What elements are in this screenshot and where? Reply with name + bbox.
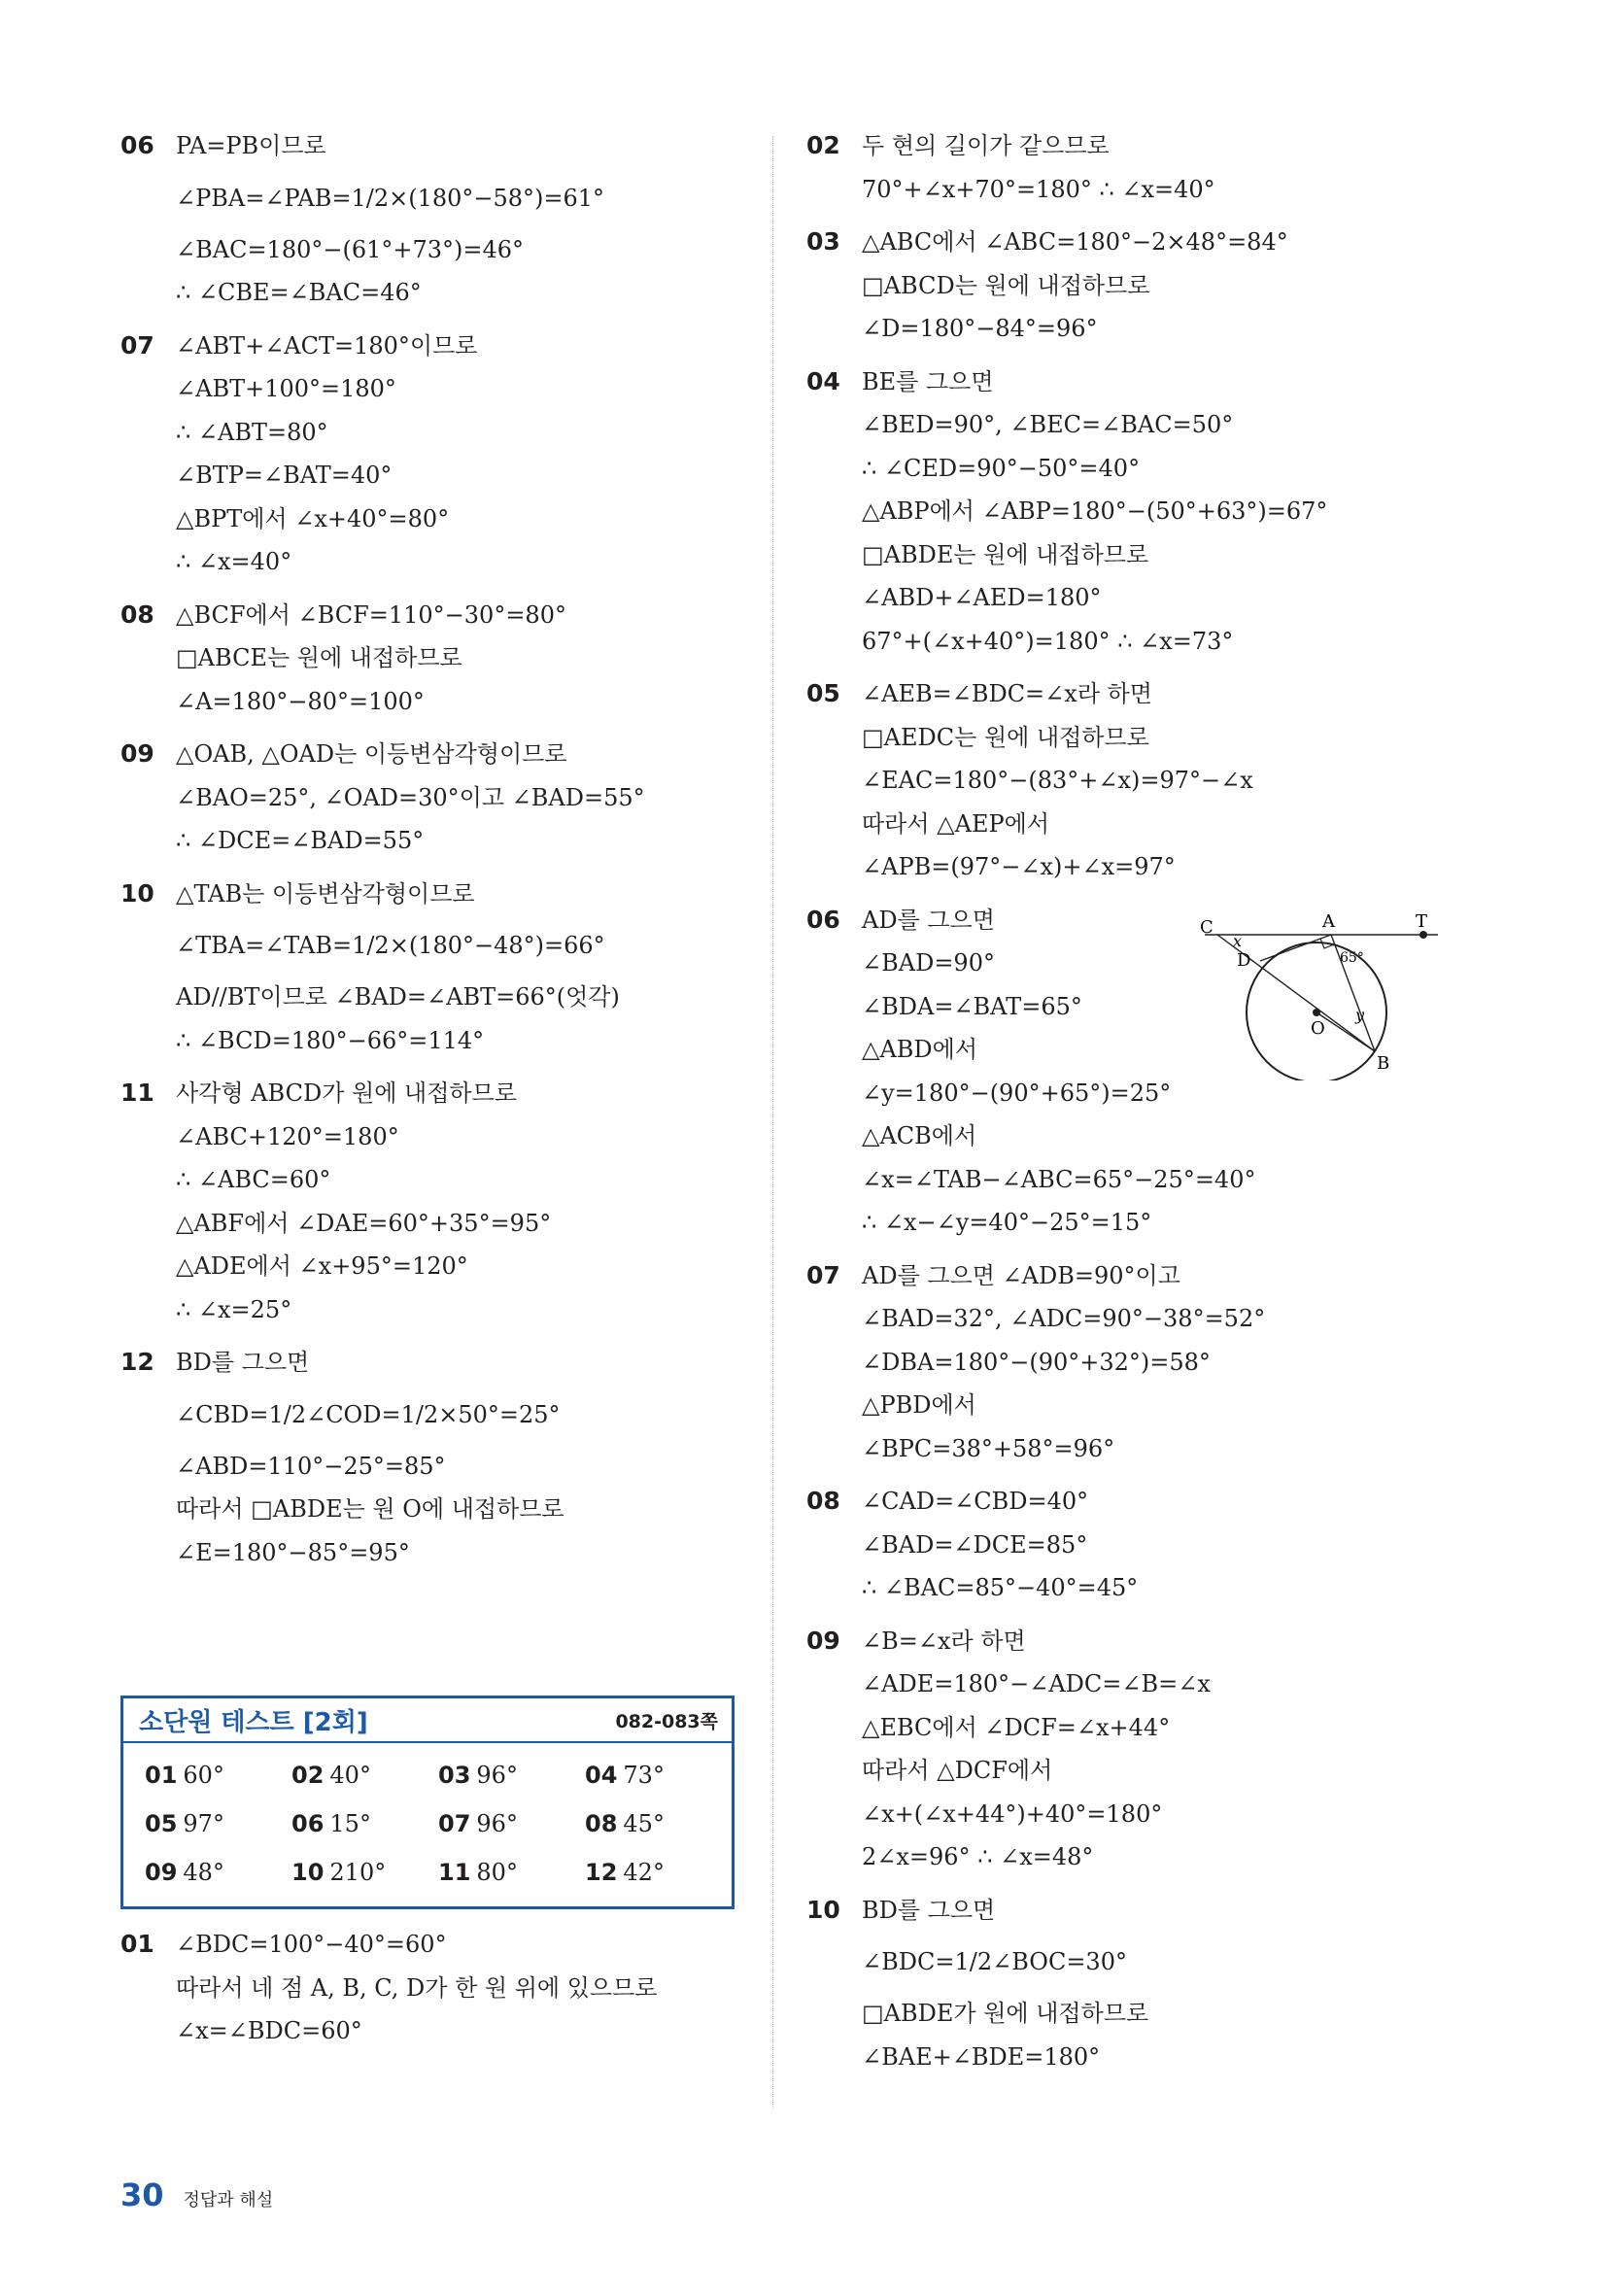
problem-05: [806, 672, 1428, 889]
answer-value: 73°: [623, 1762, 665, 1789]
right-column: [806, 124, 1428, 2088]
solution-line: BD를 그으면: [862, 1896, 996, 1924]
unit-test-answer-box: [120, 1696, 735, 1909]
solution-line: ∠BPC=38°+58°=96°: [862, 1434, 1115, 1462]
answer-value: 210°: [329, 1859, 387, 1886]
solution-line: △ABC에서 ∠ABC=180°−2×48°=84°: [862, 228, 1288, 256]
solution-line: ∴ ∠BCD=180°−66°=114°: [176, 1026, 485, 1054]
solution-line: ∠D=180°−84°=96°: [862, 315, 1098, 342]
solution-line: 따라서 네 점 A, B, C, D가 한 원 위에 있으므로: [176, 1973, 658, 2002]
answer-cell: [291, 1850, 438, 1895]
solution-line: ∠BTP=∠BAT=40°: [176, 462, 393, 489]
page-label: 정답과 해설: [183, 2190, 274, 2210]
answer-number: 08: [585, 1810, 618, 1837]
solution-line: ∠x+(∠x+44°)+40°=180°: [862, 1799, 1163, 1828]
solution-line: 70°+∠x+70°=180° ∴ ∠x=40°: [862, 175, 1215, 203]
solution-line: ∠TBA=∠TAB=1/2×(180°−48°)=66°: [176, 932, 605, 959]
solution-line: AD를 그으면: [862, 906, 995, 934]
solution-line: △ADE에서 ∠x+95°=120°: [176, 1252, 468, 1280]
solution-line: ∠ADE=180°−∠ADC=∠B=∠x: [862, 1670, 1211, 1697]
solution-line: ∠E=180°−85°=95°: [176, 1538, 410, 1566]
answer-cell: [145, 1753, 291, 1798]
solution-line: ∠AEB=∠BDC=∠x라 하면: [862, 680, 1152, 707]
solution-line: □ABCD는 원에 내접하므로: [862, 271, 1150, 299]
solution-line: ∠BAD=32°, ∠ADC=90°−38°=52°: [862, 1305, 1266, 1332]
solution-line: ∴ ∠BAC=85°−40°=45°: [862, 1574, 1139, 1601]
solution-line: ∠BED=90°, ∠BEC=∠BAC=50°: [862, 411, 1234, 438]
solution-line: ∠x=∠BDC=60°: [176, 2017, 362, 2044]
solution-line: △ACB에서: [862, 1122, 977, 1149]
answer-value: 60°: [183, 1762, 224, 1789]
problem-number: 05: [806, 679, 840, 707]
solution-line: ∴ ∠CED=90°−50°=40°: [862, 454, 1141, 482]
answer-value: 15°: [329, 1810, 371, 1837]
problem-08: [806, 1480, 1428, 1610]
solution-line: ∠DBA=180°−(90°+32°)=58°: [862, 1348, 1211, 1376]
answer-value: 48°: [183, 1859, 224, 1886]
answer-cell: [585, 1850, 732, 1895]
problem-number: 03: [806, 227, 840, 256]
solution-line: ∴ ∠x−∠y=40°−25°=15°: [862, 1209, 1152, 1236]
problem-number: 09: [120, 739, 154, 768]
solution-line: ∠BAE+∠BDE=180°: [862, 2042, 1101, 2071]
solution-line: BE를 그으면: [862, 367, 994, 395]
solution-line: □AEDC는 원에 내접하므로: [862, 723, 1149, 751]
solution-line: ∠x=∠TAB−∠ABC=65°−25°=40°: [862, 1165, 1256, 1193]
answer-number: 05: [145, 1810, 178, 1837]
answer-cell: [438, 1850, 585, 1895]
solution-line: □ABDE는 원에 내접하므로: [862, 540, 1149, 568]
solution-line: AD//BT이므로 ∠BAD=∠ABT=66°(엇각): [176, 983, 620, 1011]
label-d: D: [1237, 950, 1251, 971]
problem-number: 02: [806, 131, 840, 159]
problem-number: 12: [120, 1348, 154, 1376]
label-t: T: [1416, 911, 1428, 932]
answer-value: 45°: [623, 1810, 665, 1837]
solution-line: ∠ABT+100°=180°: [176, 375, 396, 402]
answer-cell: [291, 1753, 438, 1798]
answer-cell: [291, 1801, 438, 1846]
answer-number: 02: [291, 1762, 325, 1789]
test-pages: 082-083쪽: [615, 1710, 718, 1732]
problem-03: [806, 221, 1428, 351]
answer-number: 09: [145, 1859, 178, 1886]
answer-value: 80°: [476, 1859, 518, 1886]
problem-number: 07: [806, 1260, 840, 1289]
solution-line: ∠BDA=∠BAT=65°: [862, 992, 1082, 1020]
test-title: 소단원 테스트 [2회]: [139, 1707, 368, 1737]
solution-line: ∠APB=(97°−∠x)+∠x=97°: [862, 853, 1176, 880]
solution-line: ∴ ∠ABC=60°: [176, 1166, 331, 1193]
solution-line: ∠ABD=110°−25°=85°: [176, 1452, 446, 1480]
solution-line: ∠B=∠x라 하면: [862, 1627, 1026, 1655]
solution-line: ∠ABC+120°=180°: [176, 1122, 399, 1150]
solution-line: △ABF에서 ∠DAE=60°+35°=95°: [176, 1209, 552, 1237]
label-65: 65°: [1340, 950, 1364, 966]
answer-number: 03: [438, 1762, 471, 1789]
solution-line: ∴ ∠ABT=80°: [176, 418, 328, 446]
solution-line: 사각형 ABCD가 원에 내접하므로: [176, 1079, 517, 1107]
page-footer: [120, 2176, 273, 2213]
page-number: 30: [120, 2176, 164, 2213]
problem-01: [120, 1923, 742, 2053]
problem-10: [120, 873, 742, 1063]
solution-line: △OAB, △OAD는 이등변삼각형이므로: [176, 740, 567, 768]
answer-cell: [585, 1801, 732, 1846]
solution-line: △EBC에서 ∠DCF=∠x+44°: [862, 1713, 1171, 1741]
solution-line: ∠y=180°−(90°+65°)=25°: [862, 1079, 1172, 1107]
answer-value: 40°: [329, 1762, 371, 1789]
column-divider: [772, 136, 773, 2108]
solution-line: ∠BAD=∠DCE=85°: [862, 1530, 1088, 1559]
problem-number: 06: [806, 905, 840, 934]
solution-line: ∴ ∠DCE=∠BAD=55°: [176, 827, 425, 854]
label-o: O: [1311, 1018, 1325, 1039]
solution-line: ∠BAO=25°, ∠OAD=30°이고 ∠BAD=55°: [176, 783, 645, 811]
solution-line: △TAB는 이등변삼각형이므로: [176, 879, 475, 908]
problem-07: [120, 325, 742, 584]
solution-line: AD를 그으면 ∠ADB=90°이고: [862, 1261, 1180, 1289]
label-c: C: [1200, 917, 1214, 938]
solution-line: 67°+(∠x+40°)=180° ∴ ∠x=73°: [862, 627, 1234, 655]
label-x: x: [1233, 932, 1243, 950]
solution-line: ∠BDC=100°−40°=60°: [176, 1931, 447, 1958]
circle-tangent-figure: [1200, 906, 1443, 1080]
segment-ob: [1316, 1012, 1375, 1051]
answer-cell: [145, 1850, 291, 1895]
solution-line: PA=PB이므로: [176, 132, 326, 159]
left-column: [120, 124, 742, 2063]
solution-line: ∠BAC=180°−(61°+73°)=46°: [176, 235, 525, 263]
problem-number: 08: [806, 1487, 840, 1515]
solution-line: 따라서 △AEP에서: [862, 809, 1050, 838]
solution-line: △ABD에서: [862, 1036, 978, 1063]
test-header: [123, 1698, 732, 1743]
problem-number: 10: [806, 1895, 840, 1924]
problem-number: 10: [120, 878, 154, 908]
solution-line: 두 현의 길이가 같으므로: [862, 132, 1110, 159]
answer-number: 06: [291, 1810, 325, 1837]
solution-line: ∴ ∠x=40°: [176, 548, 292, 575]
answer-number: 11: [438, 1859, 471, 1886]
solution-line: □ABDE가 원에 내접하므로: [862, 2000, 1149, 2027]
answer-value: 96°: [476, 1810, 518, 1837]
solution-line: ∴ ∠x=25°: [176, 1295, 292, 1323]
problem-11: [120, 1072, 742, 1331]
problem-09: [806, 1620, 1428, 1879]
solution-line: ∠PBA=∠PAB=1/2×(180°−58°)=61°: [176, 184, 605, 212]
problem-number: 11: [120, 1079, 154, 1107]
answer-value: 96°: [476, 1762, 518, 1789]
solution-line: △PBD에서: [862, 1391, 976, 1419]
problem-02: [806, 124, 1428, 211]
problem-10: [806, 1889, 1428, 2079]
answer-cell: [145, 1801, 291, 1846]
problem-12: [120, 1341, 742, 1574]
solution-line: ∠BAD=90°: [862, 949, 995, 977]
label-y: y: [1355, 1006, 1365, 1024]
answer-number: 12: [585, 1859, 618, 1886]
solution-line: ∠ABT+∠ACT=180°이므로: [176, 331, 478, 360]
answer-cell: [585, 1753, 732, 1798]
problem-08: [120, 594, 742, 724]
solution-line: ∠ABD+∠AED=180°: [862, 584, 1102, 611]
solution-line: △ABP에서 ∠ABP=180°−(50°+63°)=67°: [862, 497, 1328, 525]
solution-line: ∠A=180°−80°=100°: [176, 687, 425, 715]
answer-value: 97°: [183, 1810, 224, 1837]
problem-06: [120, 124, 742, 315]
problem-number: 06: [120, 131, 154, 159]
solution-line: △BCF에서 ∠BCF=110°−30°=80°: [176, 600, 566, 629]
solution-line: ∠BDC=1/2∠BOC=30°: [862, 1948, 1127, 1975]
solution-line: ∴ ∠CBE=∠BAC=46°: [176, 279, 422, 306]
point-t: [1419, 931, 1427, 939]
problem-number: 04: [806, 366, 840, 395]
problem-number: 08: [120, 600, 154, 629]
solution-line: ∠CAD=∠CBD=40°: [862, 1488, 1089, 1515]
solution-line: □ABCE는 원에 내접하므로: [176, 644, 462, 671]
solution-line: ∠EAC=180°−(83°+∠x)=97°−∠x: [862, 767, 1253, 794]
answer-cell: [438, 1753, 585, 1798]
solution-line: 따라서 △DCF에서: [862, 1757, 1053, 1784]
answer-value: 42°: [623, 1859, 665, 1886]
solution-line: ∠CBD=1/2∠COD=1/2×50°=25°: [176, 1400, 561, 1428]
label-b: B: [1377, 1053, 1390, 1074]
solution-line: △BPT에서 ∠x+40°=80°: [176, 504, 450, 532]
label-a: A: [1322, 911, 1335, 932]
answer-number: 01: [145, 1762, 178, 1789]
problem-number: 09: [806, 1626, 840, 1655]
problem-number: 01: [120, 1930, 154, 1958]
point-o: [1313, 1009, 1320, 1016]
solution-line: 따라서 □ABDE는 원 O에 내접하므로: [176, 1495, 564, 1523]
answer-cell: [438, 1801, 585, 1846]
problem-number: 07: [120, 330, 154, 360]
problem-07: [806, 1254, 1428, 1471]
problem-09: [120, 733, 742, 863]
answer-number: 04: [585, 1762, 618, 1789]
solution-line: 2∠x=96° ∴ ∠x=48°: [862, 1843, 1094, 1870]
solution-line: BD를 그으면: [176, 1349, 310, 1376]
problem-04: [806, 360, 1428, 664]
answer-number: 10: [291, 1859, 325, 1886]
answer-number: 07: [438, 1810, 471, 1837]
